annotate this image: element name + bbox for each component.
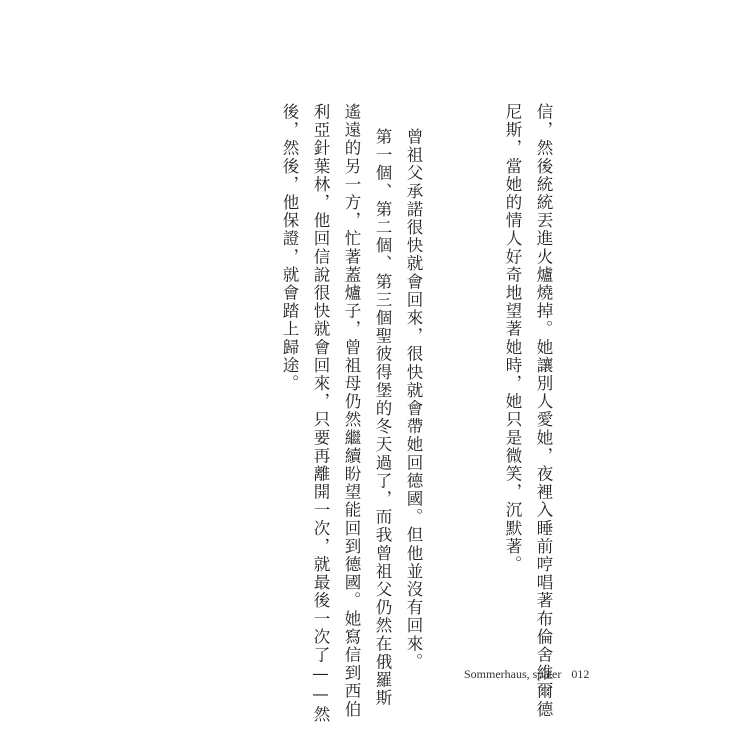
text-column: 利亞針葉林，他回信說很快就會回來，只要再離開一次，就最後一次了——然 <box>311 103 330 724</box>
text-column: 曾祖父承諾很快就會回來，很快就會帶她回德國。但他並沒有回來。 <box>404 128 423 671</box>
text-column: 信，然後統統丟進火爐燒掉。她讓別人愛她，夜裡入睡前哼唱著布倫舍維爾德 <box>534 103 553 719</box>
running-title: Sommerhaus, später <box>464 667 562 681</box>
text-column: 遙遠的另一方，忙著蓋爐子，曾祖母仍然繼續盼望能回到德國。她寫信到西伯 <box>342 103 361 719</box>
page-number: 012 <box>571 667 590 681</box>
text-column: 第一個、第二個、第三個聖彼得堡的冬天過了，而我曾祖父仍然在俄羅斯 <box>373 128 392 708</box>
text-column: 尼斯，當她的情人好奇地望著她時，她只是微笑，沉默著。 <box>503 103 522 574</box>
page-footer <box>464 667 589 682</box>
text-column: 後，然後，他保證，就會踏上歸途。 <box>280 103 299 393</box>
